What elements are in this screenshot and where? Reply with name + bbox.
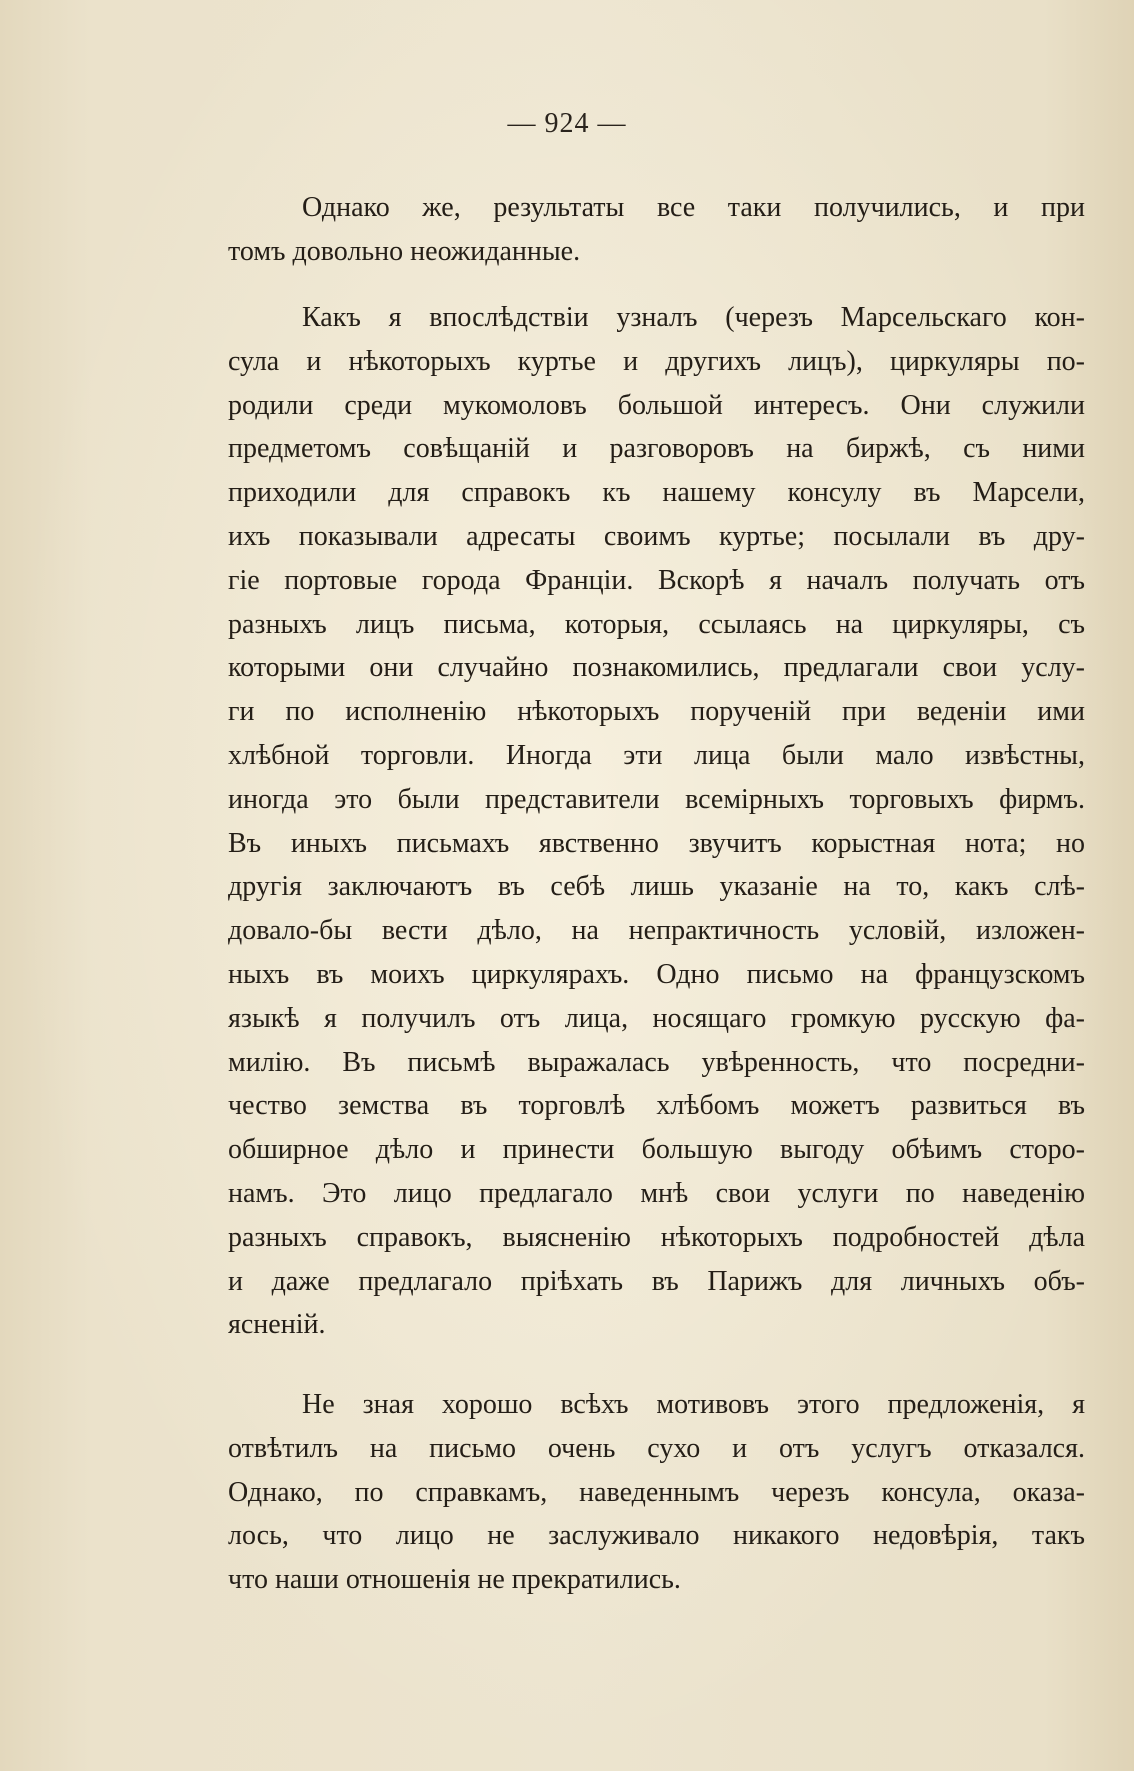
text-line: хлѣбной торговли. Иногда эти лица были мало извѣстны, [228, 739, 1085, 771]
paragraph-3 [228, 1383, 1085, 1602]
text-line: лось, что лицо не заслуживало никакого недовѣрія, такъ [228, 1520, 1085, 1552]
text-line: ныхъ въ моихъ циркулярахъ. Одно письмо на французскомъ [228, 958, 1085, 990]
text-line: приходили для справокъ къ нашему консулу въ Марсели, [228, 477, 1085, 509]
text-line: ихъ показывали адресаты своимъ куртье; посылали въ дру- [228, 520, 1085, 552]
text-line: родили среди мукомоловъ большой интересъ. Они служили [228, 389, 1085, 421]
text-line: Однако, по справкамъ, наведеннымъ черезъ консула, оказа- [228, 1476, 1085, 1508]
text-line: Не зная хорошо всѣхъ мотивовъ этого предложенія, я [302, 1389, 1085, 1420]
page-number: — 924 — [507, 108, 627, 139]
text-line: Однако же, результаты все таки получились, и при [302, 192, 1085, 223]
text-line: чество земства въ торговлѣ хлѣбомъ можетъ развиться въ [228, 1090, 1085, 1122]
text-line: и даже предлагало пріѣхать въ Парижъ для личныхъ объ- [228, 1265, 1085, 1297]
text-line: разныхъ справокъ, выясненію нѣкоторыхъ подробностей дѣла [228, 1221, 1085, 1253]
text-line: Какъ я впослѣдствіи узналъ (черезъ Марсельскаго кон- [302, 302, 1085, 333]
text-line: ясненій. [228, 1309, 326, 1341]
paragraph-2 [228, 296, 1085, 1347]
text-line: милію. Въ письмѣ выражалась увѣренность, что посредни- [228, 1046, 1085, 1078]
text-line: ги по исполненію нѣкоторыхъ порученій при веденіи ими [228, 696, 1085, 728]
text-line: обширное дѣло и принести большую выгоду обѣимъ сторо- [228, 1134, 1085, 1166]
text-line: намъ. Это лицо предлагало мнѣ свои услуги по наведенію [228, 1177, 1085, 1209]
text-line: отвѣтилъ на письмо очень сухо и отъ услугъ отказался. [228, 1432, 1085, 1464]
text-line: довало-бы вести дѣло, на непрактичность условій, изложен- [228, 915, 1085, 947]
text-line: Въ иныхъ письмахъ явственно звучитъ корыстная нота; но [228, 827, 1085, 859]
paragraph-1 [228, 186, 1085, 274]
text-line: предметомъ совѣщаній и разговоровъ на биржѣ, съ ними [228, 433, 1085, 465]
text-line: что наши отношенія не прекратились. [228, 1564, 681, 1596]
text-line: разныхъ лицъ письма, которыя, ссылаясь на циркуляры, съ [228, 608, 1085, 640]
text-line: томъ довольно неожиданные. [228, 235, 581, 267]
text-line: которыми они случайно познакомились, предлагали свои услу- [228, 652, 1085, 684]
text-line: гіе портовые города Франціи. Вскорѣ я началъ получать отъ [228, 564, 1085, 596]
text-line: другія заключаютъ въ себѣ лишь указаніе на то, какъ слѣ- [228, 871, 1085, 903]
text-line: языкѣ я получилъ отъ лица, носящаго громкую русскую фа- [228, 1002, 1085, 1034]
text-line: сула и нѣкоторыхъ куртье и другихъ лицъ), циркуляры по- [228, 345, 1085, 377]
text-line: иногда это были представители всемірныхъ торговыхъ фирмъ. [228, 783, 1085, 815]
